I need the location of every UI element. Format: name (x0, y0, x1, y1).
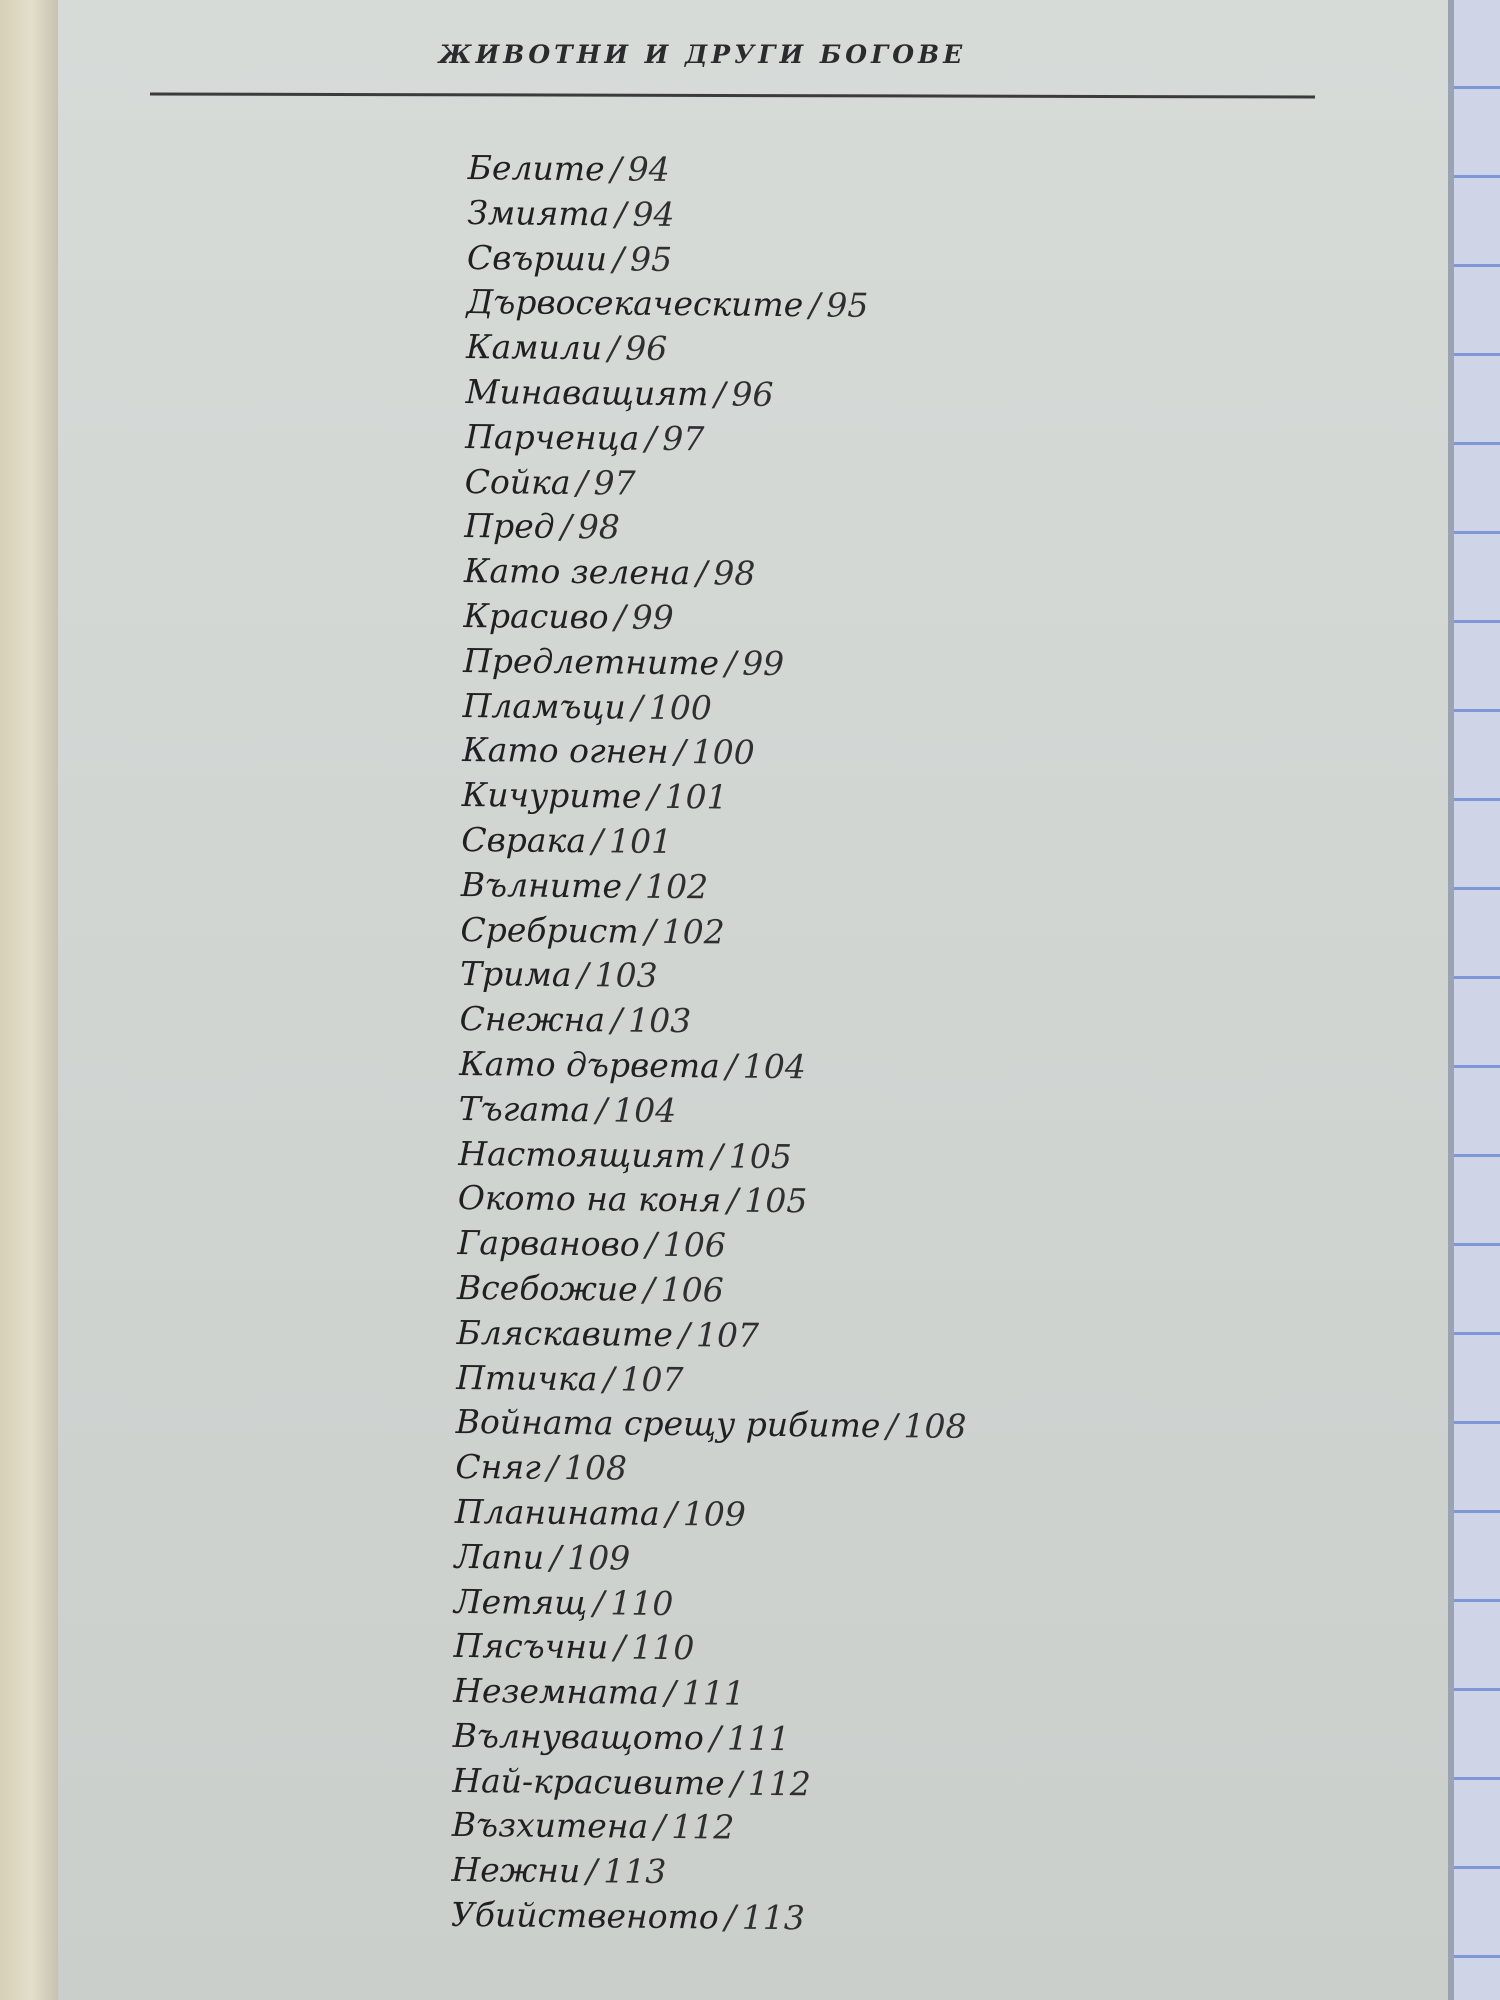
toc-separator: / (664, 1673, 677, 1713)
toc-entry-page-number: 112 (671, 1807, 735, 1848)
toc-entry (465, 370, 976, 420)
toc-entry (464, 549, 975, 599)
toc-entry-title: Камили (465, 327, 603, 368)
toc-separator: / (560, 507, 573, 547)
toc-entry-title: Пламъци (462, 685, 626, 727)
toc-entry (453, 1669, 964, 1719)
toc-entry (458, 1176, 969, 1226)
toc-entry-title: Гарваново (457, 1223, 640, 1264)
toc-entry-page-number: 100 (648, 687, 713, 727)
toc-entry (462, 684, 973, 734)
toc-entry-page-number: 99 (741, 643, 785, 683)
toc-entry-title: Летящ (453, 1581, 588, 1622)
toc-entry (463, 639, 974, 689)
toc-entry (452, 1803, 963, 1853)
toc-entry-title: Сврака (461, 819, 587, 861)
toc-separator: / (714, 374, 726, 414)
toc-entry (461, 818, 972, 868)
toc-entry (466, 280, 977, 330)
toc-separator: / (678, 1314, 691, 1354)
toc-separator: / (696, 553, 708, 593)
toc-entry-page-number: 106 (662, 1225, 726, 1265)
toc-entry-title: Неземната (452, 1671, 659, 1712)
toc-entry-page-number: 111 (681, 1673, 746, 1713)
toc-entry-page-number: 112 (747, 1763, 811, 1804)
toc-entry-title: Пред (464, 506, 555, 547)
toc-entry-title: Всебожие (456, 1267, 638, 1309)
toc-entry-page-number: 104 (742, 1046, 807, 1087)
toc-entry-title: Красиво (463, 595, 609, 637)
toc-entry-page-number: 109 (682, 1494, 747, 1534)
toc-separator: / (730, 1763, 743, 1803)
toc-separator: / (711, 1135, 724, 1176)
toc-separator: / (645, 1224, 657, 1264)
toc-separator: / (886, 1406, 898, 1446)
toc-entry-page-number: 106 (660, 1269, 724, 1310)
toc-entry (459, 997, 970, 1047)
toc-entry-page-number: 94 (627, 149, 670, 189)
table-of-contents (451, 146, 979, 1943)
toc-entry-title: Белите (467, 147, 605, 189)
toc-entry-page-number: 96 (625, 328, 668, 369)
toc-separator: / (614, 1627, 626, 1667)
toc-entry-title: Предлетните (462, 640, 720, 683)
toc-entry-title: Като огнен (462, 730, 669, 772)
toc-entry-page-number: 100 (691, 732, 755, 773)
toc-entry-page-number: 113 (603, 1851, 667, 1892)
toc-entry (465, 415, 976, 465)
toc-entry (455, 1445, 966, 1495)
toc-separator: / (615, 194, 627, 234)
toc-entry-title: Възхитена (451, 1805, 649, 1847)
toc-entry-title: Сняг (455, 1447, 542, 1487)
toc-entry-page-number: 102 (644, 866, 709, 907)
toc-separator: / (645, 418, 657, 458)
toc-entry (460, 952, 971, 1002)
toc-entry (458, 1131, 969, 1181)
toc-entry-page-number: 95 (629, 239, 673, 279)
toc-separator: / (593, 1582, 605, 1622)
toc-entry (456, 1311, 967, 1361)
toc-entry-title: Лапи (454, 1536, 545, 1577)
toc-separator: / (643, 1269, 655, 1309)
toc-separator: / (614, 597, 626, 637)
toc-separator: / (724, 1897, 737, 1937)
toc-separator: / (576, 462, 588, 502)
toc-entry-page-number: 108 (903, 1406, 967, 1447)
toc-entry (457, 1221, 968, 1271)
toc-entry-title: Снежна (459, 999, 606, 1040)
toc-entry (454, 1535, 965, 1585)
toc-entry (464, 504, 975, 554)
toc-separator: / (549, 1537, 562, 1577)
toc-entry-page-number: 110 (631, 1627, 695, 1668)
toc-entry-title: Вълните (460, 864, 623, 906)
toc-separator: / (627, 866, 640, 906)
toc-separator: / (607, 328, 620, 368)
toc-entry (462, 728, 973, 778)
toc-entry-title: Сребрист (460, 909, 639, 951)
toc-entry-title: Войната срещу рибите (455, 1402, 881, 1446)
toc-entry (457, 1266, 968, 1316)
toc-entry-title: Окото на коня (457, 1178, 722, 1220)
toc-entry (452, 1759, 963, 1809)
toc-entry-title: Свърши (466, 237, 608, 278)
toc-entry (459, 1087, 970, 1137)
toc-separator: / (577, 955, 589, 995)
toc-entry-title: Минаващият (465, 371, 709, 414)
toc-entry-title: Трима (459, 954, 572, 995)
running-header-title: ЖИВОТНИ И ДРУГИ БОГОВЕ (438, 40, 967, 69)
toc-entry (453, 1624, 964, 1674)
toc-entry-page-number: 103 (628, 1000, 692, 1041)
toc-entry-title: Парченца (465, 416, 640, 458)
toc-entry-page-number: 107 (695, 1314, 760, 1355)
toc-separator: / (591, 821, 604, 861)
toc-entry-page-number: 111 (726, 1718, 791, 1759)
toc-entry-title: Убийственото (450, 1894, 719, 1937)
toc-separator: / (647, 776, 659, 817)
toc-entry-page-number: 98 (713, 553, 756, 593)
toc-entry (467, 236, 978, 286)
toc-entry-page-number: 97 (662, 418, 705, 459)
toc-separator: / (586, 1851, 598, 1891)
toc-entry-page-number: 108 (563, 1448, 628, 1488)
page-shadow-edge (1448, 0, 1454, 2000)
toc-entry-page-number: 105 (728, 1136, 793, 1176)
running-header (150, 40, 1315, 69)
toc-separator: / (612, 238, 625, 279)
toc-entry-page-number: 96 (731, 374, 774, 414)
toc-separator: / (809, 285, 821, 325)
toc-entry-title: Вълнуващото (452, 1715, 704, 1758)
toc-entry-title: Настоящият (458, 1133, 706, 1175)
toc-entry-page-number: 101 (664, 777, 728, 817)
toc-separator: / (546, 1447, 559, 1488)
toc-entry-page-number: 98 (577, 507, 621, 547)
toc-entry-page-number: 105 (744, 1181, 808, 1221)
toc-separator: / (610, 149, 622, 189)
toc-entry-page-number: 95 (826, 285, 869, 326)
toc-entry-title: Като дървета (459, 1043, 720, 1086)
graph-paper-edge (1448, 0, 1500, 2000)
toc-separator: / (631, 687, 644, 727)
toc-separator: / (674, 732, 686, 772)
toc-entry (451, 1893, 962, 1943)
toc-entry-page-number: 101 (608, 821, 673, 861)
toc-separator: / (709, 1718, 722, 1758)
toc-entry (467, 191, 978, 241)
toc-entry (463, 594, 974, 644)
toc-separator: / (603, 1358, 615, 1398)
toc-entry-page-number: 104 (613, 1090, 677, 1130)
toc-entry-page-number: 109 (567, 1537, 631, 1578)
toc-entry-title: Пясъчни (453, 1626, 609, 1667)
toc-entry (460, 908, 971, 958)
toc-separator: / (725, 1046, 738, 1086)
toc-entry (451, 1848, 962, 1898)
toc-entry-title: Дървосекаческите (466, 282, 804, 325)
toc-entry (466, 325, 977, 375)
toc-separator: / (665, 1493, 678, 1533)
toc-entry (465, 460, 976, 510)
toc-separator: / (724, 643, 737, 683)
toc-entry (462, 773, 973, 823)
toc-separator: / (727, 1180, 739, 1220)
toc-entry-page-number: 97 (593, 462, 636, 503)
toc-entry (453, 1714, 964, 1764)
toc-separator: / (610, 1000, 623, 1040)
toc-entry (461, 863, 972, 913)
toc-entry-page-number: 113 (741, 1897, 806, 1938)
toc-separator: / (595, 1090, 608, 1130)
toc-entry (455, 1490, 966, 1540)
toc-entry-title: Най-красивите (452, 1760, 725, 1803)
toc-entry-page-number: 99 (631, 597, 674, 637)
toc-entry (468, 146, 979, 196)
toc-entry-page-number: 107 (620, 1359, 684, 1399)
toc-separator: / (654, 1807, 666, 1847)
toc-entry-title: Змията (467, 192, 610, 234)
toc-entry-page-number: 94 (632, 194, 675, 234)
toc-entry-page-number: 103 (594, 955, 658, 996)
toc-entry-title: Планината (454, 1491, 660, 1533)
toc-entry (459, 1042, 970, 1092)
toc-entry-title: Като зелена (463, 551, 691, 593)
toc-separator: / (644, 911, 656, 951)
toc-entry-page-number: 102 (661, 911, 725, 952)
toc-entry-title: Птичка (455, 1357, 598, 1398)
toc-entry-title: Кичурите (461, 775, 642, 816)
toc-entry-title: Тъгата (458, 1088, 591, 1129)
toc-entry-title: Сойка (464, 461, 571, 502)
toc-entry (456, 1400, 967, 1450)
toc-entry-title: Бляскавите (456, 1312, 674, 1354)
toc-entry-page-number: 110 (610, 1582, 674, 1623)
toc-entry (454, 1579, 965, 1629)
toc-entry (456, 1355, 967, 1405)
toc-entry-title: Нежни (451, 1850, 581, 1891)
